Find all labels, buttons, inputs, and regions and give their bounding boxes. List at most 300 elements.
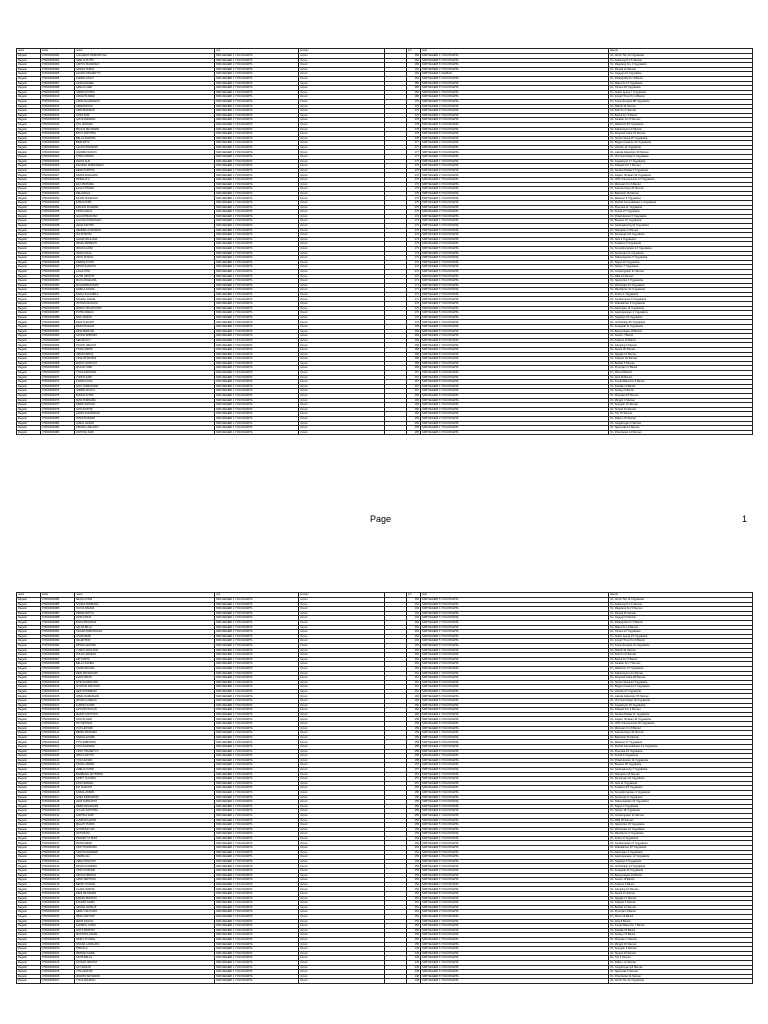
table-cell: SMP NEGERI 8 YOGYAKARTA: [421, 338, 609, 343]
table-cell: SMP NEGERI 9 YOGYAKARTA: [421, 118, 609, 123]
table-cell: SMA NEGERI 1 YOGYAKARTA: [215, 786, 299, 791]
table-cell: Jln. Pandak 25 Bantul: [609, 928, 753, 933]
table-cell: SMP NEGERI 4 YOGYAKARTA: [421, 81, 609, 86]
table-cell: SMA NEGERI 1 YOGYAKARTA: [215, 859, 299, 864]
table-cell: DANANG KURNIAWAN: [75, 164, 215, 169]
table-cell: SMP NEGERI 4 YOGYAKARTA: [421, 965, 609, 970]
table-cell: 070010000060: [41, 325, 75, 330]
table-cell: MARIO SANTOSO: [75, 712, 215, 717]
table-cell: SMA NEGERI 1 YOGYAKARTA: [215, 127, 299, 132]
table-cell: 169: [407, 334, 421, 339]
table-cell: SMP NEGERI 6 YOGYAKARTA: [421, 283, 609, 288]
table-cell: 159: [407, 722, 421, 727]
table-cell: Reguler: [17, 979, 41, 984]
table-cell: Reguler: [17, 933, 41, 938]
table-cell: 070010000044: [41, 251, 75, 256]
table-cell: SMP NEGERI 5 YOGYAKARTA: [421, 928, 609, 933]
table-cell: 070010000077: [41, 403, 75, 408]
table-cell: 070010000029: [41, 182, 75, 187]
table-cell: 070010000025: [41, 164, 75, 169]
table-cell: WIDYA ASTUTI: [75, 754, 215, 759]
table-cell: HANA SAFITRI: [75, 223, 215, 228]
table-cell: 174: [407, 223, 421, 228]
table-cell: TITO WIBISONO: [75, 740, 215, 745]
table-cell: Jln. Palagan Km 7 Sleman: [609, 164, 753, 169]
table-cell: DODI IRAWAN: [75, 781, 215, 786]
table-cell: SMA NEGERI 1 YOGYAKARTA: [215, 389, 299, 394]
table-cell: SMP NEGERI 6 YOGYAKARTA: [421, 366, 609, 371]
table-cell: SMA NEGERI 1 YOGYAKARTA: [215, 141, 299, 146]
table-cell: Reguler: [17, 329, 41, 334]
table-cell: 070010000117: [41, 749, 75, 754]
table-cell: 167: [407, 375, 421, 380]
table-cell: Reguler: [17, 361, 41, 366]
table-cell: 070010000047: [41, 265, 75, 270]
table-cell: PUTRI AMELIA: [75, 311, 215, 316]
table-cell: 148: [407, 970, 421, 975]
table-cell: 152: [407, 887, 421, 892]
table-cell: 164: [407, 607, 421, 612]
table-cell: SMP NEGERI 5 YOGYAKARTA: [421, 680, 609, 685]
table-cell: HESTI PURWANI: [75, 689, 215, 694]
table-cell: Umum: [299, 72, 385, 77]
table-cell: 070010000035: [41, 210, 75, 215]
table-cell: Umum: [299, 735, 385, 740]
table-cell: 157: [407, 767, 421, 772]
table-cell: SMA NEGERI 1 YOGYAKARTA: [215, 901, 299, 906]
table-cell: 168: [407, 348, 421, 353]
table-cell: 070010000005: [41, 72, 75, 77]
table-cell: Umum: [299, 731, 385, 736]
table-cell: SMP NEGERI 5 YOGYAKARTA: [421, 804, 609, 809]
table-cell: SMA NEGERI 1 YOGYAKARTA: [215, 196, 299, 201]
table-cell: 158: [407, 745, 421, 750]
table-cell: SMP NEGERI 8 YOGYAKARTA: [421, 315, 609, 320]
table-cell: RANI SUSANTI: [75, 320, 215, 325]
table-cell: SMA NEGERI 1 YOGYAKARTA: [215, 159, 299, 164]
table-cell: Jln. Malioboro 72 Yogyakarta: [609, 666, 753, 671]
table-cell: Umum: [299, 960, 385, 965]
table-cell: Umum: [299, 937, 385, 942]
table-cell: MUHAMMAD RIZKI: [75, 283, 215, 288]
table-cell: SMA NEGERI 1 YOGYAKARTA: [215, 892, 299, 897]
table-cell: Reguler: [17, 274, 41, 279]
table-cell: SMA NEGERI 1 YOGYAKARTA: [215, 910, 299, 915]
table-cell: 070010000010: [41, 95, 75, 100]
table-cell: 070010000039: [41, 228, 75, 233]
table-cell: 148: [407, 974, 421, 979]
table-cell: Jln. Gedongkuning 24 Yogyakarta: [609, 223, 753, 228]
table-cell: ULFA MARIANA: [75, 745, 215, 750]
table-cell: SMP NEGERI 2 YOGYAKARTA: [421, 141, 609, 146]
table-cell: SMA NEGERI 1 YOGYAKARTA: [215, 855, 299, 860]
table-cell: SMA NEGERI 1 YOGYAKARTA: [215, 942, 299, 947]
table-cell: 179: [407, 104, 421, 109]
table-cell: Umum: [299, 201, 385, 206]
table-cell: SMP NEGERI 1 YOGYAKARTA: [421, 196, 609, 201]
table-cell: Reguler: [17, 942, 41, 947]
table-cell: LUKMAN HAKIM: [75, 818, 215, 823]
table-cell: Umum: [299, 315, 385, 320]
table-cell: Umum: [299, 173, 385, 178]
table-cell: RINA MARLINA: [75, 329, 215, 334]
table-cell: Umum: [299, 132, 385, 137]
table-cell: [385, 979, 407, 984]
table-cell: Jln. Gondomanan 6 Yogyakarta: [609, 297, 753, 302]
table-cell: SMA NEGERI 1 YOGYAKARTA: [215, 763, 299, 768]
table-cell: Jln. Urip Sumoharjo 9 Yogyakarta: [609, 155, 753, 160]
table-cell: MELATI PUSPA: [75, 823, 215, 828]
table-cell: 070010000038: [41, 223, 75, 228]
table-cell: 070010000149: [41, 896, 75, 901]
table-cell: 070010000097: [41, 657, 75, 662]
table-cell: Jln. Seturan Raya 36 Sleman: [609, 731, 753, 736]
table-cell: 070010000107: [41, 703, 75, 708]
table-cell: 070010000156: [41, 928, 75, 933]
table-cell: SMA NEGERI 1 YOGYAKARTA: [215, 145, 299, 150]
table-cell: 070010000139: [41, 850, 75, 855]
table-cell: Reguler: [17, 233, 41, 238]
table-cell: Jln. Ringroad Utara 28 Sleman: [609, 676, 753, 681]
table-cell: 070010000011: [41, 99, 75, 104]
table-cell: SMA NEGERI 1 YOGYAKARTA: [215, 878, 299, 883]
table-cell: SMA NEGERI 1 YOGYAKARTA: [215, 951, 299, 956]
table-cell: SMP NEGERI 1 YOGYAKARTA: [421, 403, 609, 408]
table-cell: 070010000157: [41, 933, 75, 938]
table-cell: 179: [407, 99, 421, 104]
table-cell: SMA NEGERI 1 YOGYAKARTA: [215, 947, 299, 952]
table-cell: 070010000036: [41, 214, 75, 219]
table-cell: Umum: [299, 676, 385, 681]
table-cell: Reguler: [17, 95, 41, 100]
table-cell: 163: [407, 625, 421, 630]
table-cell: Jln. Pramuka 11 Yogyakarta: [609, 205, 753, 210]
table-cell: 070010000003: [41, 63, 75, 68]
table-cell: 176: [407, 164, 421, 169]
table-cell: Umum: [299, 127, 385, 132]
table-cell: SMP NEGERI 2 YOGYAKARTA: [421, 334, 609, 339]
table-cell: 070010000094: [41, 643, 75, 648]
table-cell: SMP NEGERI 8 YOGYAKARTA: [421, 86, 609, 91]
table-cell: KARTIKA SARI: [75, 813, 215, 818]
table-cell: SMA NEGERI 1 YOGYAKARTA: [215, 357, 299, 362]
table-cell: Jln. Pleret 19 Bantul: [609, 914, 753, 919]
table-cell: WINDA LESTARI: [75, 643, 215, 648]
table-cell: IRMA SURYANI: [75, 914, 215, 919]
table-cell: Umum: [299, 827, 385, 832]
table-cell: Umum: [299, 352, 385, 357]
table-cell: 180: [407, 81, 421, 86]
table-cell: Jln. Wates Km 4 Sleman: [609, 625, 753, 630]
table-cell: Jln. Brigjen Katamso 9 Yogyakarta: [609, 685, 753, 690]
table-cell: SMP NEGERI 2 YOGYAKARTA: [421, 827, 609, 832]
table-cell: Reguler: [17, 864, 41, 869]
table-cell: Umum: [299, 104, 385, 109]
table-cell: Jln. Jetis 2 Yogyakarta: [609, 237, 753, 242]
table-cell: SMA NEGERI 1 YOGYAKARTA: [215, 781, 299, 786]
table-cell: 070010000017: [41, 127, 75, 132]
table-cell: 070010000058: [41, 315, 75, 320]
table-cell: 165: [407, 426, 421, 431]
table-cell: SMP NEGERI 5 YOGYAKARTA: [421, 76, 609, 81]
table-cell: JIHAN AULIA: [75, 251, 215, 256]
table-cell: IRFAN HAKIM: [75, 246, 215, 251]
table-cell: Umum: [299, 302, 385, 307]
table-cell: SMP NEGERI 6 YOGYAKARTA: [421, 777, 609, 782]
table-cell: SMA NEGERI 1 YOGYAKARTA: [215, 384, 299, 389]
table-cell: SMA NEGERI 1 YOGYAKARTA: [215, 662, 299, 667]
table-cell: RENDI PRATAMA: [75, 731, 215, 736]
table-cell: JEFRI NICHOL: [75, 919, 215, 924]
table-cell: Umum: [299, 901, 385, 906]
table-cell: 070010000136: [41, 836, 75, 841]
table-cell: SMA NEGERI 1 YOGYAKARTA: [215, 979, 299, 984]
table-cell: SMA NEGERI 1 YOGYAKARTA: [215, 214, 299, 219]
table-cell: Jln. Jetis 8 Bantul: [609, 919, 753, 924]
table-cell: BELLA SAFIRA: [75, 662, 215, 667]
table-cell: Reguler: [17, 625, 41, 630]
table-cell: Umum: [299, 708, 385, 713]
table-cell: Jln. Timoho 12 Yogyakarta: [609, 630, 753, 635]
table-cell: Reguler: [17, 703, 41, 708]
table-cell: Jln. Pakualaman 8 Yogyakarta: [609, 302, 753, 307]
table-cell: 154: [407, 846, 421, 851]
table-cell: 175: [407, 196, 421, 201]
table-cell: Jln. Sultan Agung 7 Yogyakarta: [609, 90, 753, 95]
table-cell: Reguler: [17, 219, 41, 224]
table-cell: Jln. Demangan 15 Yogyakarta: [609, 233, 753, 238]
table-cell: Umum: [299, 763, 385, 768]
table-cell: Umum: [299, 398, 385, 403]
table-cell: 153: [407, 855, 421, 860]
table-cell: 070010000073: [41, 384, 75, 389]
table-cell: SMP NEGERI 2 YOGYAKARTA: [421, 910, 609, 915]
table-cell: 070010000141: [41, 859, 75, 864]
table-cell: SMP NEGERI 8 YOGYAKARTA: [421, 150, 609, 155]
table-cell: Jln. Tegalrejo 19 Yogyakarta: [609, 315, 753, 320]
table-cell: Jln. Ngemplak 14 Sleman: [609, 426, 753, 431]
table-cell: 070010000001: [41, 54, 75, 59]
table-cell: Jln. Imogiri Barat Km 5 Bantul: [609, 380, 753, 385]
table-cell: Umum: [299, 726, 385, 731]
table-cell: Reguler: [17, 800, 41, 805]
table-cell: UCI SANUSI: [75, 965, 215, 970]
table-cell: RAFI AHMAD: [75, 315, 215, 320]
table-cell: CITRA KIRANA: [75, 155, 215, 160]
table-cell: DESI RATNASARI: [75, 671, 215, 676]
table-cell: 171: [407, 279, 421, 284]
table-cell: Reguler: [17, 960, 41, 965]
table-cell: Umum: [299, 430, 385, 435]
table-cell: ADI SURYA: [75, 657, 215, 662]
table-cell: SMP NEGERI 5 YOGYAKARTA: [421, 393, 609, 398]
table-cell: Reguler: [17, 694, 41, 699]
data-table-page-2: [16, 592, 753, 984]
table-cell: SIGIT PURNOMO: [75, 846, 215, 851]
table-cell: Jln. Kapten Tendean 40 Yogyakarta: [609, 717, 753, 722]
table-cell: 162: [407, 657, 421, 662]
table-cell: LUTFI HIDAYAT: [75, 274, 215, 279]
table-cell: NINDY AYUNDA: [75, 937, 215, 942]
table-cell: Reguler: [17, 726, 41, 731]
table-cell: SMP NEGERI 6 YOGYAKARTA: [421, 95, 609, 100]
table-cell: 169: [407, 325, 421, 330]
table-cell: ERLANGGA: [75, 191, 215, 196]
table-cell: 155: [407, 823, 421, 828]
table-cell: Jln. Kotagede 23 Yogyakarta: [609, 869, 753, 874]
table-cell: 153: [407, 873, 421, 878]
table-cell: Jln. Perintis Kemerdekaan 13 Yogyakarta: [609, 745, 753, 750]
table-cell: Reguler: [17, 269, 41, 274]
table-cell: 178: [407, 127, 421, 132]
table-cell: Jln. Cik Di Tiro 20 Yogyakarta: [609, 979, 753, 984]
table-cell: Jln. Pleret 8 Bantul: [609, 370, 753, 375]
table-cell: 070010000148: [41, 892, 75, 897]
table-cell: 151: [407, 914, 421, 919]
table-cell: SMP NEGERI 8 YOGYAKARTA: [421, 809, 609, 814]
table-cell: 149: [407, 965, 421, 970]
table-cell: SMA NEGERI 1 YOGYAKARTA: [215, 809, 299, 814]
table-cell: SMP NEGERI 4 YOGYAKARTA: [421, 306, 609, 311]
table-cell: SMA NEGERI 1 YOGYAKARTA: [215, 676, 299, 681]
table-cell: 170: [407, 302, 421, 307]
table-cell: SMA NEGERI 1 YOGYAKARTA: [215, 90, 299, 95]
table-cell: Reguler: [17, 813, 41, 818]
table-cell: 158: [407, 749, 421, 754]
table-cell: 159: [407, 731, 421, 736]
table-cell: 070010000067: [41, 357, 75, 362]
table-cell: 070010000028: [41, 178, 75, 183]
table-cell: 070010000096: [41, 653, 75, 658]
table-cell: Umum: [299, 722, 385, 727]
table-cell: Jln. Ngaglik 27 Sleman: [609, 896, 753, 901]
table-cell: Reguler: [17, 352, 41, 357]
table-cell: Umum: [299, 196, 385, 201]
table-cell: Umum: [299, 393, 385, 398]
table-cell: JULIAN SAPUTRA: [75, 809, 215, 814]
table-cell: Jln. Magelang Km 4 Yogyakarta: [609, 63, 753, 68]
table-cell: 070010000138: [41, 846, 75, 851]
table-cell: Jln. Banguntapan 28 Bantul: [609, 329, 753, 334]
table-cell: Umum: [299, 685, 385, 690]
table-cell: Jln. Piyungan 17 Bantul: [609, 366, 753, 371]
table-cell: 070010000090: [41, 625, 75, 630]
table-cell: SMA NEGERI 1 YOGYAKARTA: [215, 191, 299, 196]
table-cell: SMA NEGERI 1 YOGYAKARTA: [215, 201, 299, 206]
table-cell: 070010000083: [41, 430, 75, 435]
table-cell: Jln. Mlati 12 Sleman: [609, 274, 753, 279]
table-cell: SMA NEGERI 1 YOGYAKARTA: [215, 113, 299, 118]
table-cell: Umum: [299, 892, 385, 897]
table-cell: Reguler: [17, 155, 41, 160]
table-cell: Jln. Mantrijeron 22 Yogyakarta: [609, 288, 753, 293]
table-cell: 070010000009: [41, 90, 75, 95]
table-cell: 156: [407, 786, 421, 791]
table-cell: Umum: [299, 164, 385, 169]
table-cell: Reguler: [17, 389, 41, 394]
table-cell: 149: [407, 951, 421, 956]
table-cell: SMP NEGERI 8 YOGYAKARTA: [421, 708, 609, 713]
table-cell: SMP NEGERI 8 YOGYAKARTA: [421, 274, 609, 279]
table-cell: UMAR FARUQ: [75, 352, 215, 357]
table-cell: INDAH PERMATA: [75, 242, 215, 247]
table-cell: 070010000056: [41, 306, 75, 311]
table-cell: SMP NEGERI 8 YOGYAKARTA: [421, 109, 609, 114]
table-cell: SMP NEGERI 5 YOGYAKARTA: [421, 99, 609, 104]
table-cell: SMA NEGERI 1 YOGYAKARTA: [215, 680, 299, 685]
table-cell: Umum: [299, 320, 385, 325]
table-cell: 170: [407, 320, 421, 325]
table-cell: SMA NEGERI 1 YOGYAKARTA: [215, 187, 299, 192]
table-cell: 070010000081: [41, 421, 75, 426]
table-cell: Reguler: [17, 228, 41, 233]
table-cell: Reguler: [17, 763, 41, 768]
table-cell: DIAN PURNAMA: [75, 398, 215, 403]
table-cell: SMA NEGERI 1 YOGYAKARTA: [215, 72, 299, 77]
table-cell: Reguler: [17, 311, 41, 316]
table-cell: Umum: [299, 777, 385, 782]
table-cell: A RAHMAT FIRMANSYAH: [75, 54, 215, 59]
table-cell: Umum: [299, 602, 385, 607]
table-cell: Jln. Kaliurang Km 5 Sleman: [609, 58, 753, 63]
table-cell: SMP NEGERI 2 YOGYAKARTA: [421, 104, 609, 109]
table-cell: Reguler: [17, 818, 41, 823]
table-cell: SMA NEGERI 1 YOGYAKARTA: [215, 735, 299, 740]
table-cell: SMP NEGERI 1 YOGYAKARTA: [421, 795, 609, 800]
table-cell: 070010000110: [41, 717, 75, 722]
table-cell: 168: [407, 366, 421, 371]
column-header: jurusan: [299, 593, 385, 598]
table-cell: SMA NEGERI 1 YOGYAKARTA: [215, 777, 299, 782]
table-cell: Reguler: [17, 251, 41, 256]
table-cell: SMP NEGERI 5 YOGYAKARTA: [421, 145, 609, 150]
table-cell: Jln. Malioboro 50 Yogyakarta: [609, 122, 753, 127]
table-cell: Jln. Kotabaru 18 Yogyakarta: [609, 786, 753, 791]
table-cell: Umum: [299, 187, 385, 192]
table-cell: 070010000103: [41, 685, 75, 690]
table-cell: SMA NEGERI 1 YOGYAKARTA: [215, 279, 299, 284]
table-cell: SMA NEGERI 1 YOGYAKARTA: [215, 841, 299, 846]
table-cell: SMA NEGERI 1 YOGYAKARTA: [215, 136, 299, 141]
table-cell: Umum: [299, 136, 385, 141]
table-cell: Jln. Sorosutan 9 Yogyakarta: [609, 795, 753, 800]
table-cell: 070010000099: [41, 666, 75, 671]
table-cell: SMP NEGERI 4 YOGYAKARTA: [421, 758, 609, 763]
table-cell: Jln. Sorosutan 21 Yogyakarta: [609, 251, 753, 256]
table-cell: 152: [407, 882, 421, 887]
table-cell: 070010000146: [41, 882, 75, 887]
table-cell: FAJAR NUGRAHA: [75, 196, 215, 201]
table-cell: TAUFIK HIDAYAT: [75, 343, 215, 348]
table-cell: Reguler: [17, 873, 41, 878]
table-cell: 153: [407, 859, 421, 864]
table-cell: 165: [407, 430, 421, 435]
table-cell: SMP NEGERI 4 YOGYAKARTA: [421, 182, 609, 187]
table-cell: SMA NEGERI 1 YOGYAKARTA: [215, 168, 299, 173]
table-cell: Reguler: [17, 104, 41, 109]
table-cell: Reguler: [17, 54, 41, 59]
table-cell: Umum: [299, 790, 385, 795]
table-cell: SMP NEGERI 2 YOGYAKARTA: [421, 620, 609, 625]
table-cell: Jln. Gamping 21 Sleman: [609, 887, 753, 892]
table-cell: SMA NEGERI 1 YOGYAKARTA: [215, 887, 299, 892]
table-cell: 070010000093: [41, 639, 75, 644]
table-cell: Jln. Kraton 1 Yogyakarta: [609, 292, 753, 297]
table-cell: Umum: [299, 864, 385, 869]
table-cell: SMP NEGERI 5 YOGYAKARTA: [421, 412, 609, 417]
table-cell: SMP NEGERI 8 YOGYAKARTA: [421, 914, 609, 919]
table-cell: SMP NEGERI 3 YOGYAKARTA: [421, 818, 609, 823]
